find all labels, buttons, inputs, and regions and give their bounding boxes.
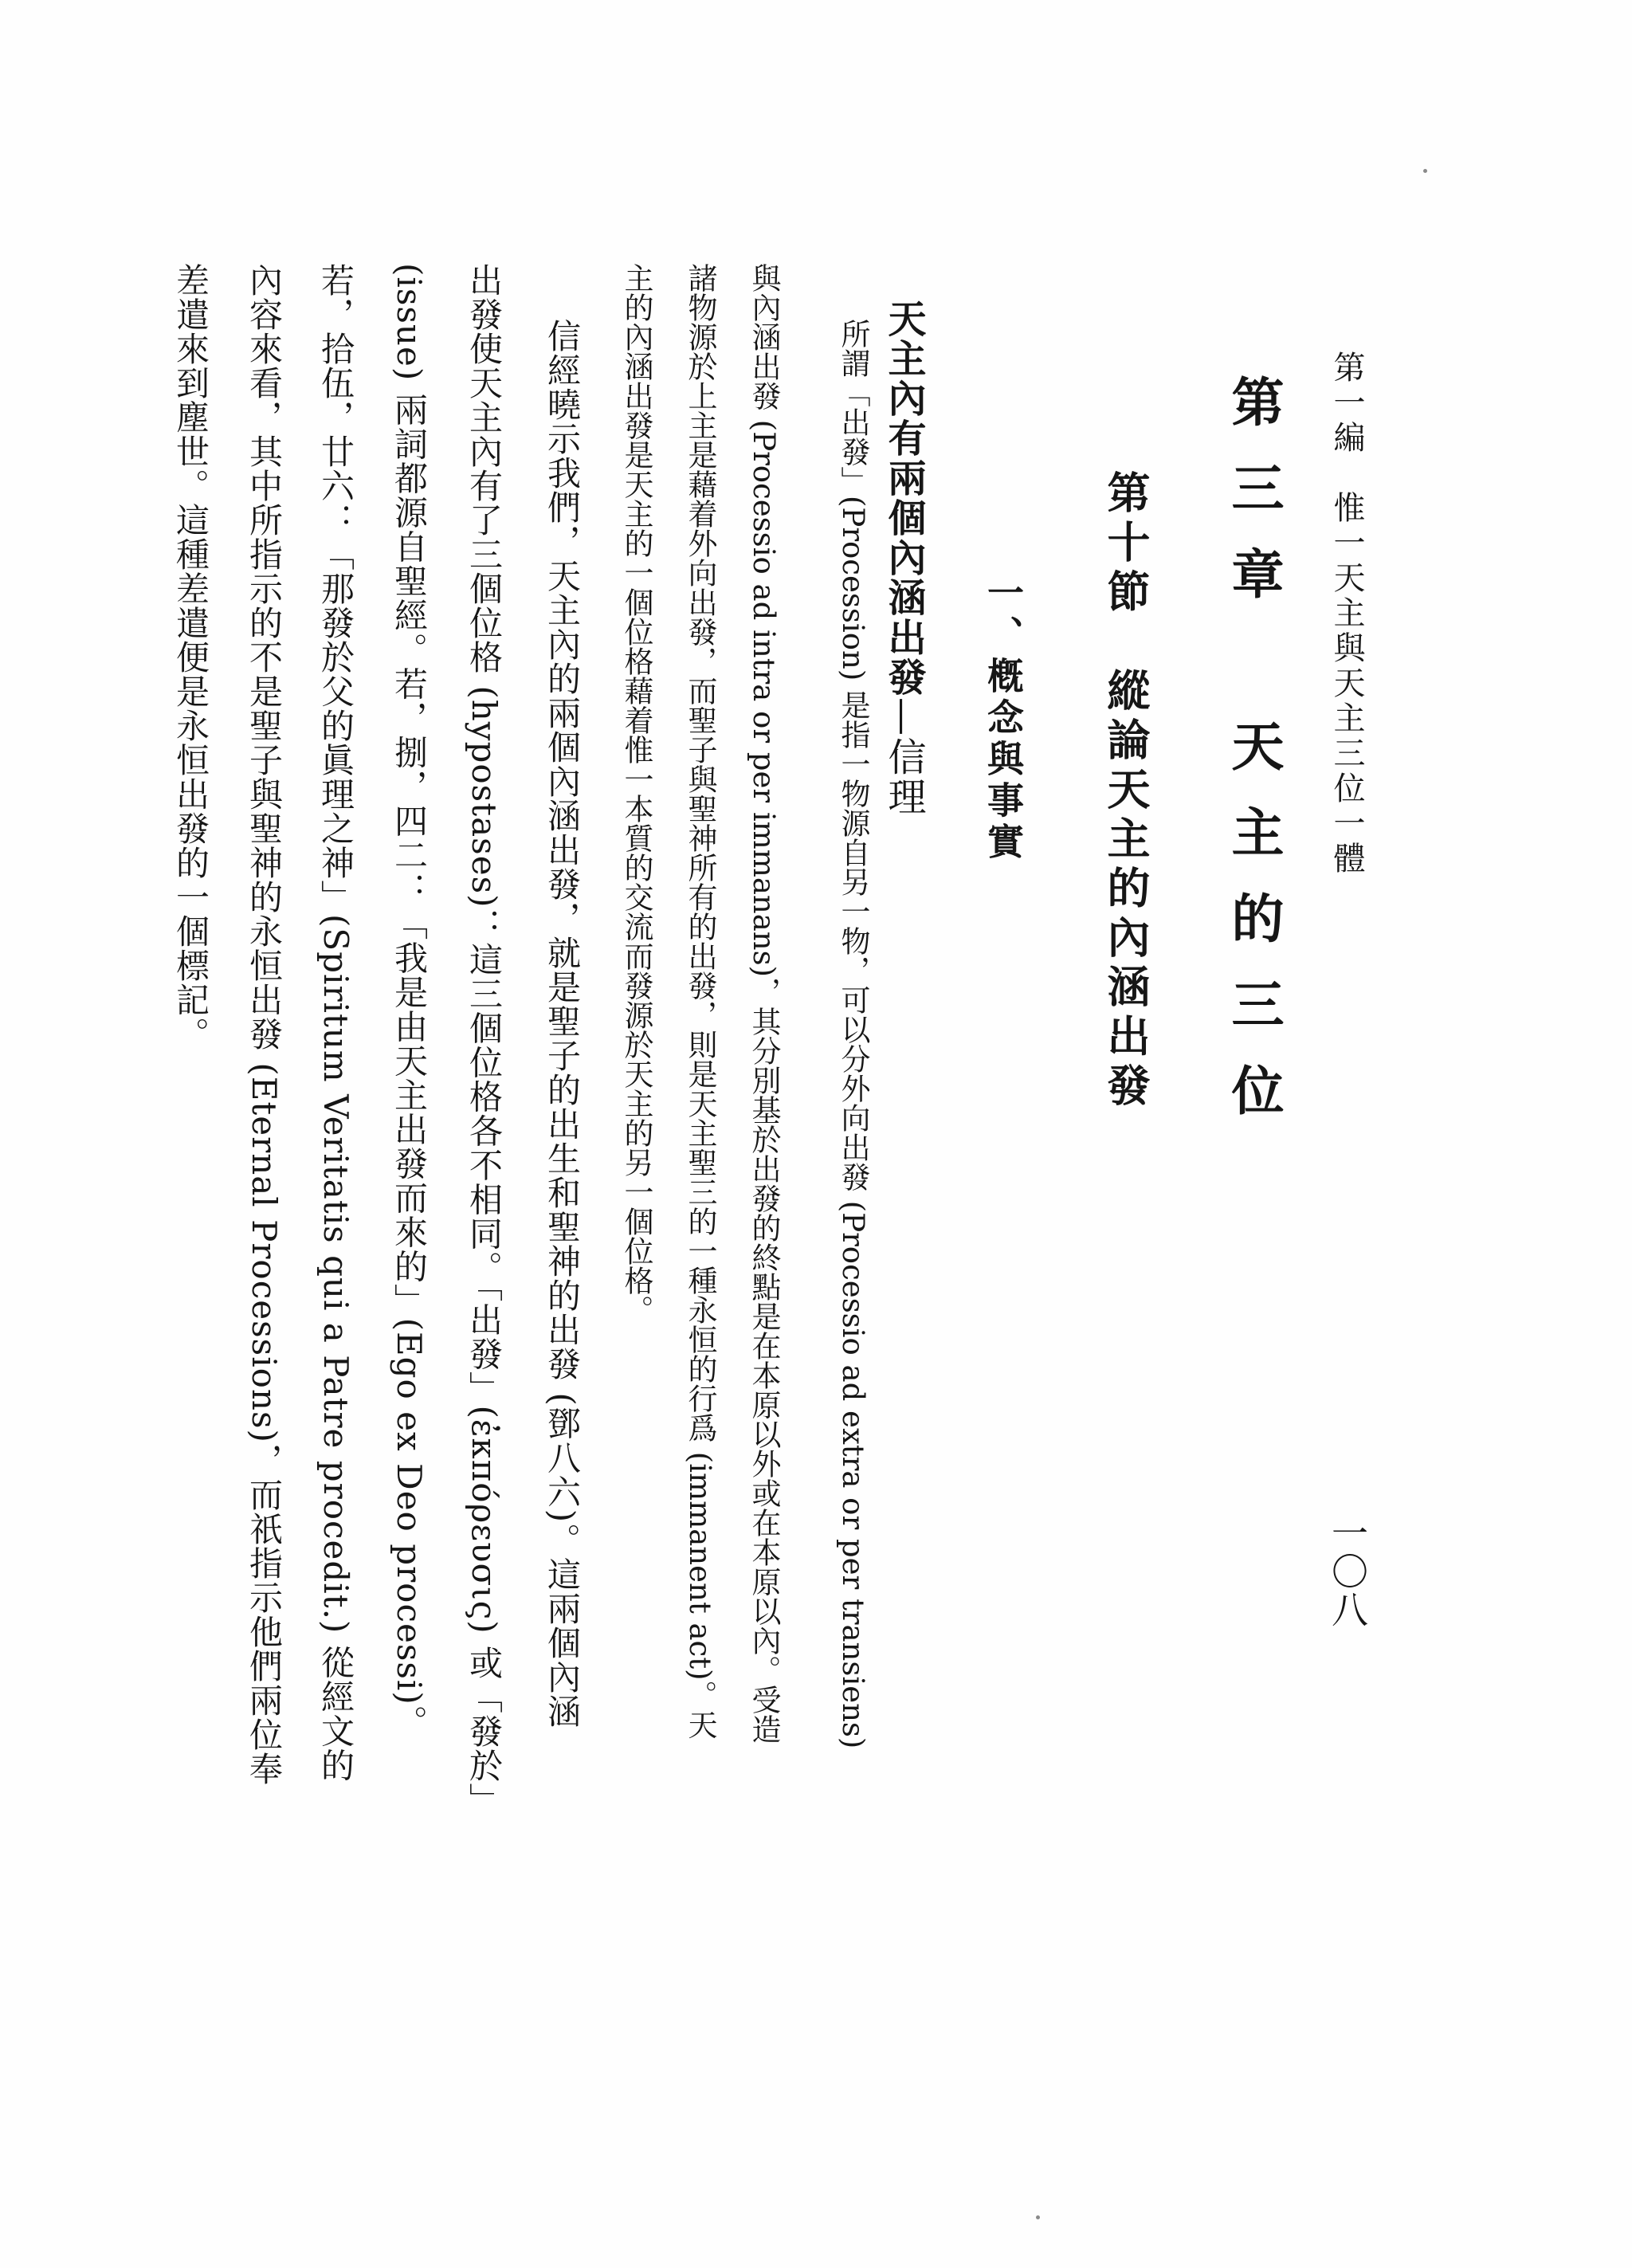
- scan-speck: [1036, 2215, 1040, 2219]
- text-line: 差遣來到塵世。這種差遣便是永恒出發的一個標記。: [171, 263, 210, 1051]
- subsection-title: 一、槪念與事實: [982, 574, 1025, 864]
- thesis-qualifier: —信理: [881, 697, 926, 817]
- text-line: 主的內涵出發是天主的一個位格藉着惟一本質的交流而發源於天主的另一個位格。: [619, 263, 653, 1324]
- chapter-title: 第三章 天主的三位: [1222, 375, 1285, 1149]
- section-title: 第十節 縱論天主的內涵出發: [1100, 470, 1151, 1112]
- text-line: 與內涵出發 (Processio ad intra or per immanans)，其分別基於出發的終點是在本原以外或在本原以內。受造: [747, 263, 781, 1744]
- text-line: 內容來看，其中所指示的不是聖子與聖神的永恒出發 (Eternal Processions)，而祇指示他們兩位奉: [245, 263, 284, 1786]
- running-head: 第一編 惟一天主與天主三位一體: [1328, 351, 1365, 877]
- scan-speck: [1423, 169, 1427, 173]
- page-number: 一〇八: [1326, 1514, 1369, 1629]
- text-line: 出發使天主內有了三個位格 (hypostases)：這三個位格各不相同。「出發」(ἐκπόρευσις) 或「發於」: [465, 263, 504, 1817]
- text-line: (issue) 兩詞都源自聖經。若，捌，四二：「我是由天主出發而來的」(Ego ex Deo processi)。: [390, 263, 429, 1740]
- text-line: 若，拾伍，廿六：「那發於父的眞理之神」(Spiritum Veritatis qui a Patre procedit.) 從經文的: [316, 263, 355, 1783]
- text-line: 信經曉示我們，天主內的兩個內涵出發，就是聖子的出生和聖神的出發 (鄧八六)。這兩個內涵: [543, 319, 582, 1729]
- thesis-heading: [881, 299, 926, 817]
- text-line: 諸物源於上主是藉着外向出發，而聖子與聖神所有的出發，則是天主聖三的一種永恒的行爲 (immanent act)。天: [683, 263, 717, 1740]
- thesis-title: 天主內有兩個內涵出發: [881, 299, 926, 697]
- text-line: 所謂「出發」(Procession) 是指一物源自另一物，可以分外向出發 (Processio ad extra or per transiens): [836, 319, 870, 1749]
